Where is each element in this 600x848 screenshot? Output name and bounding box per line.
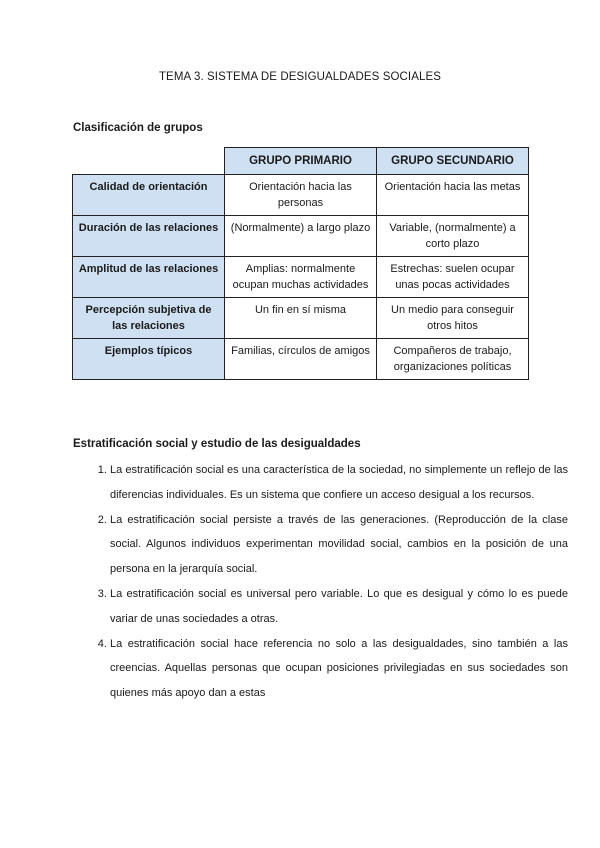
secondary-cell: Variable, (normalmente) a corto plazo (377, 216, 529, 257)
stratification-list (72, 458, 568, 706)
row-label: Calidad de orientación (73, 175, 225, 216)
list-item: 3. La estratificación social es universal pero variable. Lo que es desigual y cómo lo es puede variar de unas sociedades a otras. (110, 582, 568, 632)
secondary-cell: Estrechas: suelen ocupar unas pocas actividades (377, 257, 529, 298)
table-row (73, 175, 529, 216)
list-item: 4. La estratificación social hace referencia no solo a las desigualdades, sino también a las creencias. Aquellas personas que ocupan posiciones privilegiadas en sus sociedades son quienes más apoyo dan a estas (110, 632, 568, 706)
section-heading-stratification: Estratificación social y estudio de las desigualdades (73, 438, 361, 450)
table-row (73, 216, 529, 257)
table-row (73, 298, 529, 339)
secondary-cell: Orientación hacia las metas (377, 175, 529, 216)
row-label: Amplitud de las relaciones (73, 257, 225, 298)
row-label: Ejemplos típicos (73, 339, 225, 380)
list-item: 2. La estratificación social persiste a través de las generaciones. (Reproducción de la clase social. Algunos individuos experimentan movilidad social, cambios en la posición de una persona en la jerarquía social. (110, 508, 568, 582)
header-primary-group: GRUPO PRIMARIO (225, 148, 377, 175)
primary-cell: Familias, círculos de amigos (225, 339, 377, 380)
primary-cell: Orientación hacia las personas (225, 175, 377, 216)
primary-cell: Amplias: normalmente ocupan muchas actividades (225, 257, 377, 298)
page-title: TEMA 3. SISTEMA DE DESIGUALDADES SOCIALES (158, 71, 442, 83)
row-label: Duración de las relaciones (73, 216, 225, 257)
primary-cell: Un fin en sí misma (225, 298, 377, 339)
list-item: 1. La estratificación social es una característica de la sociedad, no simplemente un reflejo de las diferencias individuales. Es un sistema que confiere un acceso desigual a los recursos. (110, 458, 568, 508)
header-secondary-group: GRUPO SECUNDARIO (377, 148, 529, 175)
table-corner-cell (73, 148, 225, 175)
secondary-cell: Un medio para conseguir otros hitos (377, 298, 529, 339)
row-label: Percepción subjetiva de las relaciones (73, 298, 225, 339)
section-heading-group-classification: Clasificación de grupos (73, 122, 203, 134)
primary-cell: (Normalmente) a largo plazo (225, 216, 377, 257)
table-row (73, 257, 529, 298)
table-header-row (73, 148, 529, 175)
group-classification-table (72, 147, 529, 380)
table-row (73, 339, 529, 380)
secondary-cell: Compañeros de trabajo, organizaciones políticas (377, 339, 529, 380)
